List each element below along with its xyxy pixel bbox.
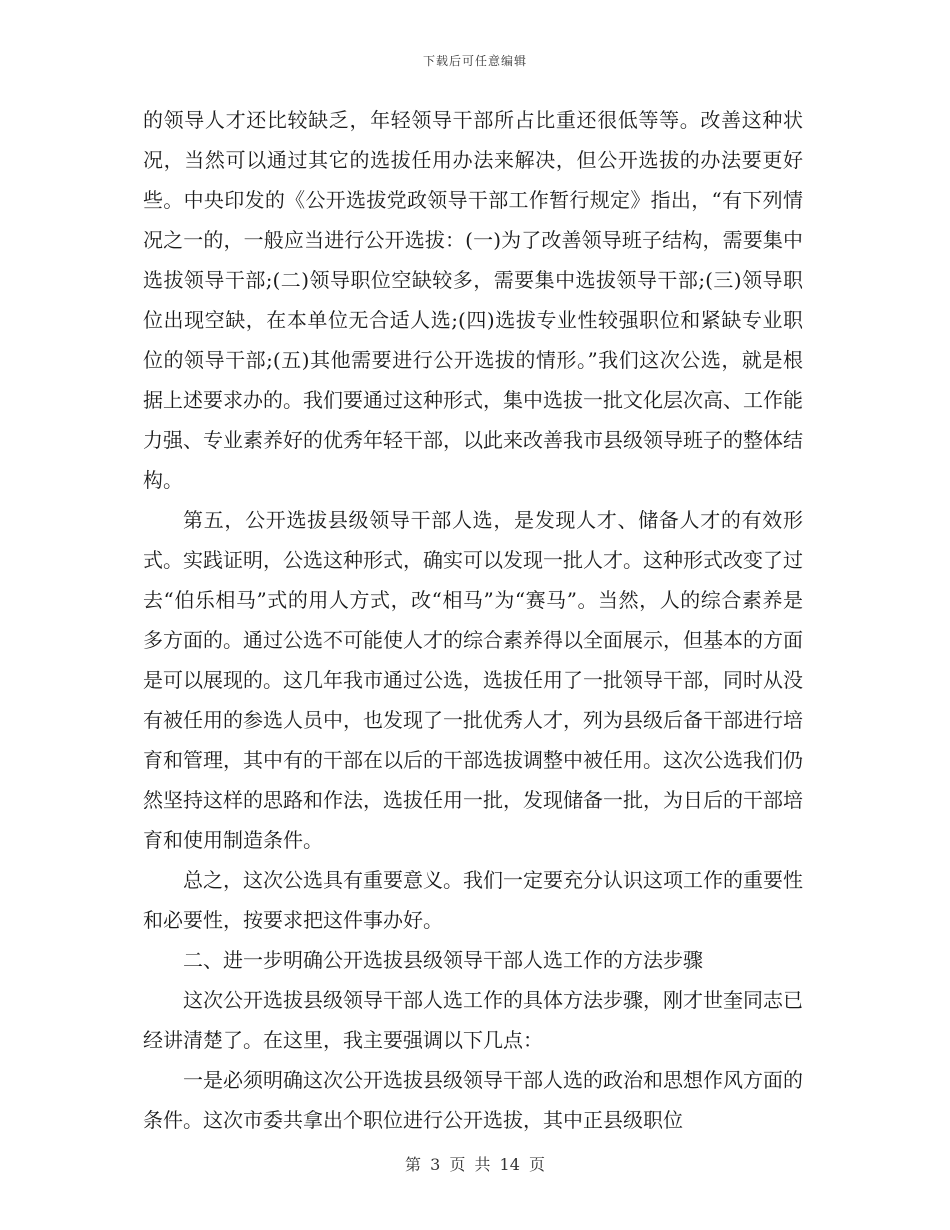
paragraph-2: 第五，公开选拔县级领导干部人选，是发现人才、储备人才的有效形式。实践证明，公选这种形式，确实可以发现一批人才。这种形式改变了过去“伯乐相马”式的用人方式，改“相马”为“赛马”。当然，人的综合素养是多方面的。通过公选不可能使人才的综合素养得以全面展示，但基本的方面是可以展现的。这几年我市通过公选，选拔任用了一批领导干部，同时从没有被任用的参选人员中，也发现了一批优秀人才，列为县级后备干部进行培育和管理，其中有的干部在以后的干部选拔调整中被任用。这次公选我们仍然坚持这样的思路和作法，选拔任用一批，发现储备一批，为日后的干部培育和使用制造条件。 — [143, 508, 803, 852]
paragraph-3: 总之，这次公选具有重要意义。我们一定要充分认识这项工作的重要性和必要性，按要求把这件事办好。 — [143, 868, 803, 932]
paragraph-4: 这次公开选拔县级领导干部人选工作的具体方法步骤，刚才世奎同志已经讲清楚了。在这里，我主要强调以下几点： — [143, 988, 803, 1052]
section-heading: 二、进一步明确公开选拔县级领导干部人选工作的方法步骤 — [183, 948, 703, 972]
page-header: 下载后可任意编辑 — [422, 54, 527, 68]
paragraph-1: 的领导人才还比较缺乏，年轻领导干部所占比重还很低等等。改善这种状况，当然可以通过其它的选拔任用办法来解决，但公开选拔的办法要更好些。中央印发的《公开选拔党政领导干部工作暂行规定》指出，“有下列情况之一的，一般应当进行公开选拔：(一)为了改善领导班子结构，需要集中选拔领导干部;(二)领导职位空缺较多，需要集中选拔领导干部;(三)领导职位出现空缺，在本单位无合适人选;(四)选拔专业性较强职位和紧缺专业职位的领导干部;(五)其他需要进行公开选拔的情形。”我们这次公选，就是根据上述要求办的。我们要通过这种形式，集中选拔一批文化层次高、工作能力强、专业素养好的优秀年轻干部，以此来改善我市县级领导班子的整体结构。 — [143, 108, 803, 492]
page-footer: 第 3 页 共 14 页 — [405, 1155, 545, 1174]
paragraph-5: 一是必须明确这次公开选拔县级领导干部人选的政治和思想作风方面的条件。这次市委共拿出个职位进行公开选拔，其中正县级职位 — [143, 1068, 803, 1132]
body-text — [143, 100, 803, 1140]
